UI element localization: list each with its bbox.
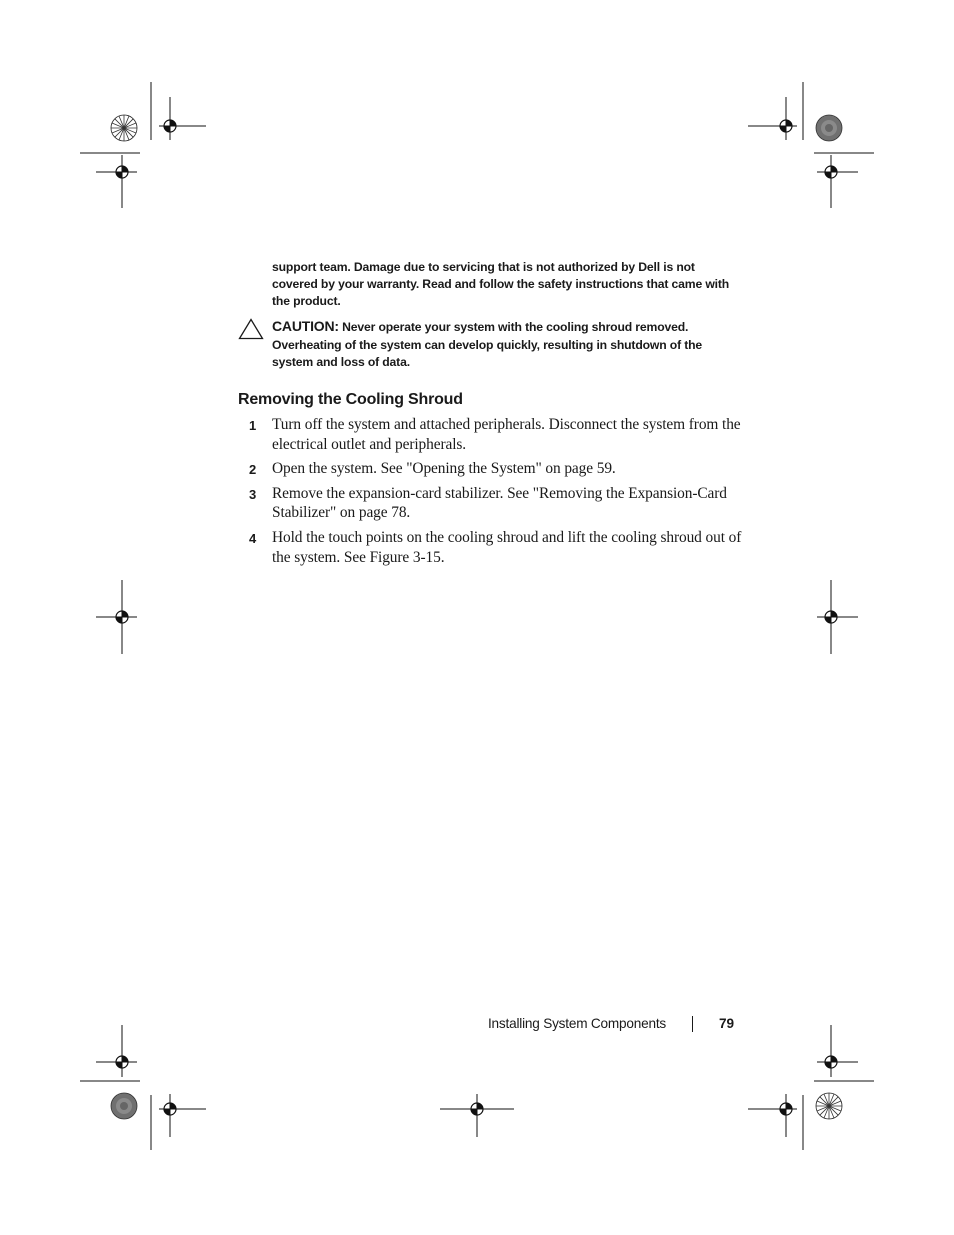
step-text: Hold the touch points on the cooling shroud and lift the cooling shroud out of the system. See Figure 3-15. bbox=[272, 528, 742, 566]
crop-mark-bottom-right bbox=[748, 1025, 874, 1150]
procedure-steps bbox=[238, 415, 748, 572]
list-item bbox=[238, 415, 748, 454]
step-text: Remove the expansion-card stabilizer. See "Removing the Expansion-Card Stabilizer" on page 78. bbox=[272, 484, 727, 522]
step-text: Open the system. See "Opening the System" on page 59. bbox=[272, 460, 616, 478]
section-title: Removing the Cooling Shroud bbox=[238, 391, 463, 408]
crop-mark-top-right bbox=[748, 82, 874, 208]
caution-text: Never operate your system with the cooling shroud removed. Overheating of the system can develop quickly, resulting in shutdown of the system and loss of data. bbox=[272, 320, 703, 370]
step-number: 3 bbox=[249, 486, 257, 502]
step-text: Turn off the system and attached peripherals. Disconnect the system from the electrical outlet and peripherals. bbox=[272, 416, 741, 453]
registration-mark-icon bbox=[111, 606, 133, 628]
registration-mark-icon bbox=[820, 1051, 842, 1073]
list-item bbox=[238, 528, 748, 567]
list-item bbox=[238, 459, 748, 479]
crop-mark-top-left bbox=[80, 82, 206, 208]
color-target-icon bbox=[111, 1093, 137, 1119]
warning-continuation: support team. Damage due to servicing that is not authorized by Dell is not covered by your warranty. Read and follow the safety instructions that came with the product. bbox=[272, 260, 730, 309]
registration-mark-icon bbox=[466, 1098, 488, 1120]
crop-mark-bottom-left bbox=[80, 1025, 206, 1150]
color-target-icon bbox=[816, 1093, 842, 1119]
list-item bbox=[238, 484, 748, 523]
caution-label: CAUTION: bbox=[272, 318, 339, 334]
caution-notice bbox=[272, 318, 742, 372]
registration-mark-icon bbox=[775, 1098, 797, 1120]
footer-chapter-title: Installing System Components bbox=[487, 1016, 666, 1031]
registration-mark-icon bbox=[111, 1051, 133, 1073]
caution-triangle-icon bbox=[238, 318, 264, 340]
registration-mark-icon bbox=[159, 1098, 181, 1120]
registration-mark-icon bbox=[820, 606, 842, 628]
step-number: 2 bbox=[249, 462, 257, 478]
color-target-icon bbox=[111, 115, 137, 141]
registration-mark-icon bbox=[159, 115, 181, 137]
registration-mark-icon bbox=[820, 161, 842, 183]
registration-mark-icon bbox=[111, 161, 133, 183]
step-number: 4 bbox=[249, 530, 257, 546]
footer-page-number: 79 bbox=[719, 1016, 735, 1031]
registration-mark-icon bbox=[775, 115, 797, 137]
color-target-icon bbox=[816, 115, 842, 141]
footer-divider bbox=[692, 1016, 693, 1032]
step-number: 1 bbox=[249, 418, 257, 433]
